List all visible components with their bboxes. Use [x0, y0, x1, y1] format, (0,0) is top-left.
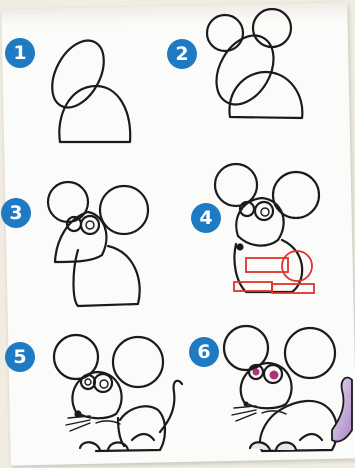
step-badge-3: 3 [1, 198, 31, 228]
mouse-drawing-step-3 [48, 182, 148, 306]
step-badge-2: 2 [167, 39, 197, 69]
step-badge-5: 5 [5, 342, 35, 372]
mouse-drawing-step-4 [215, 164, 319, 293]
step-badge-1: 1 [5, 38, 35, 68]
step-badge-4: 4 [191, 203, 221, 233]
step-badge-6: 6 [189, 337, 219, 367]
mouse-drawing-step-6 [224, 326, 352, 451]
mouse-drawing-step-1 [42, 32, 131, 142]
mouse-drawing-step-2 [205, 9, 303, 118]
mouse-drawing-step-5 [54, 335, 182, 451]
